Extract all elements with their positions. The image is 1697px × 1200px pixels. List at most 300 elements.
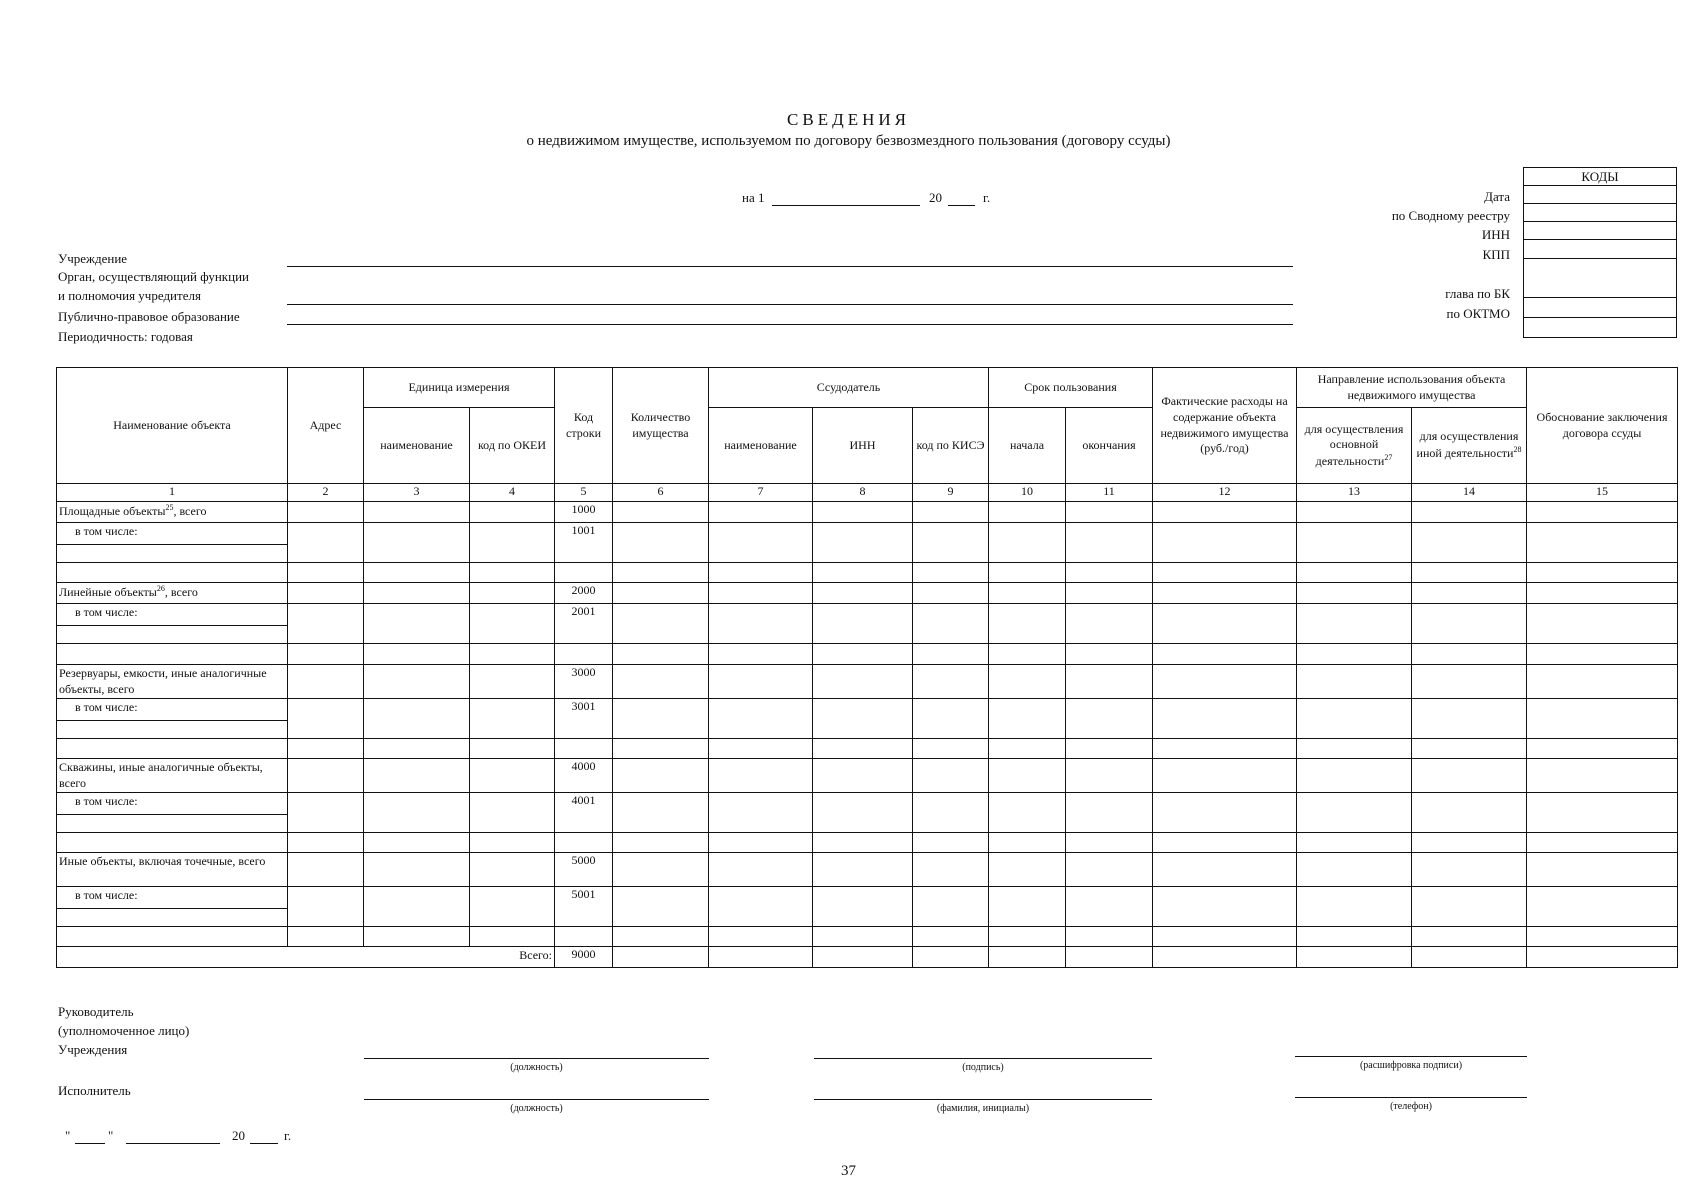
data-cell[interactable] <box>288 853 364 887</box>
data-cell[interactable] <box>57 927 288 947</box>
data-cell[interactable] <box>709 887 813 927</box>
data-cell[interactable] <box>813 927 913 947</box>
total-cell[interactable] <box>1527 947 1678 968</box>
data-cell[interactable] <box>989 604 1066 644</box>
data-cell[interactable] <box>613 793 709 833</box>
column-number: 10 <box>989 484 1066 502</box>
data-cell[interactable] <box>1412 502 1527 523</box>
data-cell[interactable] <box>989 644 1066 665</box>
data-cell[interactable] <box>709 604 813 644</box>
data-cell[interactable] <box>364 563 470 583</box>
data-cell[interactable] <box>1297 793 1412 833</box>
data-cell[interactable] <box>813 583 913 604</box>
column-number: 2 <box>288 484 364 502</box>
data-cell[interactable] <box>613 759 709 793</box>
data-cell[interactable] <box>470 563 555 583</box>
header-row-code: Код строки <box>555 368 613 484</box>
table-row <box>57 853 1678 887</box>
data-cell[interactable] <box>57 721 288 739</box>
data-cell[interactable] <box>913 833 989 853</box>
data-cell[interactable] <box>470 739 555 759</box>
table-row <box>57 699 1678 721</box>
data-cell[interactable] <box>1412 583 1527 604</box>
total-cell[interactable] <box>989 947 1066 968</box>
data-cell[interactable] <box>57 739 288 759</box>
data-cell[interactable] <box>555 739 613 759</box>
column-number: 12 <box>1153 484 1297 502</box>
data-cell[interactable] <box>989 887 1066 927</box>
data-cell[interactable] <box>1297 523 1412 563</box>
data-cell[interactable] <box>613 563 709 583</box>
data-cell[interactable] <box>364 739 470 759</box>
data-cell[interactable] <box>288 583 364 604</box>
data-cell[interactable] <box>989 523 1066 563</box>
data-cell[interactable] <box>1153 759 1297 793</box>
sub-label: в том числе: <box>57 699 288 721</box>
head-decoding-field[interactable] <box>1295 1056 1527 1057</box>
data-cell[interactable] <box>1153 604 1297 644</box>
data-cell[interactable] <box>1153 927 1297 947</box>
section-label <box>57 502 288 523</box>
data-cell[interactable] <box>1527 523 1678 563</box>
data-cell[interactable] <box>1153 502 1297 523</box>
code-kpp-cell[interactable] <box>1524 240 1677 259</box>
data-cell[interactable] <box>1297 833 1412 853</box>
data-cell[interactable] <box>813 604 913 644</box>
data-cell[interactable] <box>613 665 709 699</box>
data-cell[interactable] <box>913 644 989 665</box>
data-cell[interactable] <box>1527 583 1678 604</box>
data-cell[interactable] <box>1297 583 1412 604</box>
data-cell[interactable] <box>613 502 709 523</box>
data-cell[interactable] <box>288 833 364 853</box>
data-cell[interactable] <box>1153 853 1297 887</box>
data-cell[interactable] <box>813 739 913 759</box>
data-cell[interactable] <box>813 502 913 523</box>
data-cell[interactable] <box>555 833 613 853</box>
data-cell[interactable] <box>1412 833 1527 853</box>
row-code: 1001 <box>555 523 613 563</box>
data-cell[interactable] <box>470 699 555 739</box>
data-cell[interactable] <box>470 853 555 887</box>
data-cell[interactable] <box>288 665 364 699</box>
data-cell[interactable] <box>813 644 913 665</box>
header-lender-kise: код по КИСЭ <box>913 408 989 484</box>
data-cell[interactable] <box>1297 699 1412 739</box>
data-cell[interactable] <box>813 699 913 739</box>
data-cell[interactable] <box>913 699 989 739</box>
data-cell[interactable] <box>709 759 813 793</box>
data-cell[interactable] <box>813 523 913 563</box>
executor-fio-field[interactable] <box>814 1099 1152 1100</box>
data-cell[interactable] <box>1297 563 1412 583</box>
head-signature-field[interactable] <box>814 1058 1152 1059</box>
section-footnote: 25 <box>165 503 174 512</box>
data-cell[interactable] <box>1527 793 1678 833</box>
table-row <box>57 793 1678 815</box>
data-cell[interactable] <box>555 563 613 583</box>
footnote-27: 27 <box>1384 452 1393 462</box>
header-unit: Единица измерения <box>364 368 555 408</box>
total-cell[interactable] <box>709 947 813 968</box>
data-cell[interactable] <box>813 853 913 887</box>
section-label <box>57 665 288 699</box>
data-cell[interactable] <box>364 644 470 665</box>
total-code: 9000 <box>555 947 613 968</box>
data-cell[interactable] <box>709 502 813 523</box>
data-cell[interactable] <box>1066 833 1153 853</box>
data-cell[interactable] <box>57 815 288 833</box>
data-cell[interactable] <box>613 604 709 644</box>
data-cell[interactable] <box>364 604 470 644</box>
data-cell[interactable] <box>1527 604 1678 644</box>
data-cell[interactable] <box>613 853 709 887</box>
data-cell[interactable] <box>989 563 1066 583</box>
data-cell[interactable] <box>913 583 989 604</box>
data-cell[interactable] <box>1297 887 1412 927</box>
data-cell[interactable] <box>709 523 813 563</box>
data-cell[interactable] <box>1066 502 1153 523</box>
data-cell[interactable] <box>1527 563 1678 583</box>
data-cell[interactable] <box>1527 739 1678 759</box>
data-cell[interactable] <box>288 523 364 563</box>
public-entity-field[interactable] <box>287 324 1293 325</box>
data-cell[interactable] <box>364 665 470 699</box>
data-cell[interactable] <box>57 909 288 927</box>
data-cell[interactable] <box>1412 665 1527 699</box>
sign-day-field[interactable] <box>75 1143 105 1144</box>
data-cell[interactable] <box>989 502 1066 523</box>
data-cell[interactable] <box>709 563 813 583</box>
sign-month-field[interactable] <box>126 1143 220 1144</box>
date-field[interactable] <box>772 205 920 206</box>
data-cell[interactable] <box>288 604 364 644</box>
data-cell[interactable] <box>613 833 709 853</box>
data-cell[interactable] <box>913 759 989 793</box>
data-cell[interactable] <box>709 739 813 759</box>
sign-year-field[interactable] <box>250 1143 278 1144</box>
data-cell[interactable] <box>470 604 555 644</box>
data-cell[interactable] <box>989 699 1066 739</box>
executor-position-field[interactable] <box>364 1099 709 1100</box>
data-cell[interactable] <box>1153 644 1297 665</box>
header-direction-main-text: для осуществления основной деятельности <box>1304 421 1404 468</box>
data-cell[interactable] <box>1153 833 1297 853</box>
data-cell[interactable] <box>1297 604 1412 644</box>
data-cell[interactable] <box>57 545 288 563</box>
data-cell[interactable] <box>470 833 555 853</box>
data-cell[interactable] <box>364 887 470 927</box>
data-cell[interactable] <box>613 739 709 759</box>
data-cell[interactable] <box>288 759 364 793</box>
data-cell[interactable] <box>989 853 1066 887</box>
header-direction-other-text: для осуществления иной деятельности <box>1416 429 1519 460</box>
data-cell[interactable] <box>813 833 913 853</box>
date-quote-open: " <box>65 1128 71 1143</box>
code-date-cell[interactable] <box>1524 186 1677 204</box>
data-cell[interactable] <box>364 502 470 523</box>
data-cell[interactable] <box>709 853 813 887</box>
sub-label: в том числе: <box>57 523 288 545</box>
header-address: Адрес <box>288 368 364 484</box>
date-quote-close: " <box>108 1128 114 1143</box>
data-cell[interactable] <box>1153 583 1297 604</box>
row-code: 4000 <box>555 759 613 793</box>
data-cell[interactable] <box>364 793 470 833</box>
data-cell[interactable] <box>709 927 813 947</box>
data-cell[interactable] <box>709 699 813 739</box>
data-cell[interactable] <box>989 665 1066 699</box>
code-extra-cell[interactable] <box>1524 318 1677 338</box>
table-row <box>57 887 1678 909</box>
data-cell[interactable] <box>1297 502 1412 523</box>
data-cell[interactable] <box>913 927 989 947</box>
sub-label: в том числе: <box>57 793 288 815</box>
data-cell[interactable] <box>470 759 555 793</box>
table-row <box>57 502 1678 523</box>
data-cell[interactable] <box>1412 699 1527 739</box>
data-cell[interactable] <box>613 927 709 947</box>
data-cell[interactable] <box>913 563 989 583</box>
table-row <box>57 523 1678 545</box>
data-cell[interactable] <box>1066 759 1153 793</box>
data-cell[interactable] <box>989 739 1066 759</box>
head-position-field[interactable] <box>364 1058 709 1059</box>
data-cell[interactable] <box>913 604 989 644</box>
data-cell[interactable] <box>1153 665 1297 699</box>
data-cell[interactable] <box>989 833 1066 853</box>
data-cell[interactable] <box>1153 887 1297 927</box>
data-cell[interactable] <box>613 699 709 739</box>
data-cell[interactable] <box>470 644 555 665</box>
data-cell[interactable] <box>470 927 555 947</box>
data-cell[interactable] <box>913 665 989 699</box>
head-label-1: Руководитель <box>58 1004 134 1019</box>
data-cell[interactable] <box>1412 644 1527 665</box>
data-cell[interactable] <box>1527 759 1678 793</box>
data-cell[interactable] <box>813 759 913 793</box>
institution-field[interactable] <box>287 266 1293 267</box>
data-cell[interactable] <box>913 523 989 563</box>
data-cell[interactable] <box>470 523 555 563</box>
header-lender-inn: ИНН <box>813 408 913 484</box>
data-cell[interactable] <box>470 887 555 927</box>
data-cell[interactable] <box>1066 793 1153 833</box>
data-cell[interactable] <box>709 793 813 833</box>
data-cell[interactable] <box>364 699 470 739</box>
document-title: СВЕДЕНИЯ <box>787 110 910 129</box>
data-cell[interactable] <box>913 739 989 759</box>
data-cell[interactable] <box>57 644 288 665</box>
total-label: Всего: <box>57 947 555 968</box>
data-cell[interactable] <box>57 626 288 644</box>
data-cell[interactable] <box>913 502 989 523</box>
data-cell[interactable] <box>613 644 709 665</box>
data-cell[interactable] <box>1527 644 1678 665</box>
column-number: 14 <box>1412 484 1527 502</box>
data-cell[interactable] <box>989 759 1066 793</box>
data-cell[interactable] <box>1066 523 1153 563</box>
head-signature-caption: (подпись) <box>962 1062 1004 1073</box>
data-cell[interactable] <box>1066 665 1153 699</box>
code-bk-cell[interactable] <box>1524 259 1677 298</box>
code-inn-cell[interactable] <box>1524 222 1677 240</box>
data-cell[interactable] <box>1066 739 1153 759</box>
data-cell[interactable] <box>1412 927 1527 947</box>
data-cell[interactable] <box>1066 853 1153 887</box>
data-cell[interactable] <box>1066 644 1153 665</box>
column-number: 4 <box>470 484 555 502</box>
data-cell[interactable] <box>989 927 1066 947</box>
table-row <box>57 927 1678 947</box>
data-cell[interactable] <box>1412 739 1527 759</box>
data-cell[interactable] <box>470 583 555 604</box>
data-cell[interactable] <box>288 563 364 583</box>
data-cell[interactable] <box>1153 793 1297 833</box>
code-label-registry: по Сводному реестру <box>1391 208 1510 223</box>
data-cell[interactable] <box>288 699 364 739</box>
data-cell[interactable] <box>813 793 913 833</box>
data-cell[interactable] <box>288 739 364 759</box>
code-registry-cell[interactable] <box>1524 204 1677 222</box>
data-cell[interactable] <box>613 887 709 927</box>
data-cell[interactable] <box>709 644 813 665</box>
data-cell[interactable] <box>57 833 288 853</box>
data-cell[interactable] <box>1412 604 1527 644</box>
total-cell[interactable] <box>1297 947 1412 968</box>
data-cell[interactable] <box>913 793 989 833</box>
executor-phone-field[interactable] <box>1295 1097 1527 1098</box>
data-cell[interactable] <box>364 853 470 887</box>
periodicity-label: Периодичность: годовая <box>58 329 193 344</box>
document-subtitle: о недвижимом имуществе, используемом по договору безвозмездного пользования (договору ссуды) <box>526 133 1171 149</box>
data-cell[interactable] <box>288 927 364 947</box>
data-cell[interactable] <box>913 853 989 887</box>
data-cell[interactable] <box>989 583 1066 604</box>
data-cell[interactable] <box>470 502 555 523</box>
column-number: 13 <box>1297 484 1412 502</box>
section-footnote: 26 <box>156 584 165 593</box>
data-cell[interactable] <box>57 563 288 583</box>
row-code: 3001 <box>555 699 613 739</box>
data-cell[interactable] <box>288 644 364 665</box>
data-cell[interactable] <box>1412 523 1527 563</box>
data-cell[interactable] <box>1527 665 1678 699</box>
data-cell[interactable] <box>613 583 709 604</box>
section-label <box>57 583 288 604</box>
column-number: 11 <box>1066 484 1153 502</box>
data-cell[interactable] <box>1527 699 1678 739</box>
data-cell[interactable] <box>1412 759 1527 793</box>
data-cell[interactable] <box>1527 833 1678 853</box>
data-cell[interactable] <box>1153 523 1297 563</box>
data-cell[interactable] <box>470 793 555 833</box>
section-label <box>57 759 288 793</box>
data-cell[interactable] <box>813 665 913 699</box>
data-cell[interactable] <box>989 793 1066 833</box>
data-cell[interactable] <box>1412 563 1527 583</box>
data-cell[interactable] <box>913 887 989 927</box>
code-label-kpp: КПП <box>1482 247 1510 262</box>
column-number: 1 <box>57 484 288 502</box>
data-cell[interactable] <box>1527 502 1678 523</box>
total-cell[interactable] <box>613 947 709 968</box>
data-cell[interactable] <box>1297 927 1412 947</box>
data-cell[interactable] <box>364 927 470 947</box>
data-cell[interactable] <box>1297 739 1412 759</box>
data-cell[interactable] <box>1066 583 1153 604</box>
data-cell[interactable] <box>1066 887 1153 927</box>
data-cell[interactable] <box>1297 853 1412 887</box>
data-cell[interactable] <box>1153 739 1297 759</box>
header-lender: Ссудодатель <box>709 368 989 408</box>
header-unit-code: код по ОКЕИ <box>470 408 555 484</box>
data-cell[interactable] <box>709 583 813 604</box>
data-cell[interactable] <box>364 759 470 793</box>
header-direction-other <box>1412 408 1527 484</box>
data-cell[interactable] <box>1153 699 1297 739</box>
data-cell[interactable] <box>813 887 913 927</box>
data-cell[interactable] <box>1066 604 1153 644</box>
table-row <box>57 833 1678 853</box>
sign-year-suffix: г. <box>284 1128 292 1143</box>
data-cell[interactable] <box>288 502 364 523</box>
data-cell[interactable] <box>1066 927 1153 947</box>
total-cell[interactable] <box>1412 947 1527 968</box>
total-cell[interactable] <box>1153 947 1297 968</box>
institution-label: Учреждение <box>58 251 128 266</box>
data-cell[interactable] <box>1066 699 1153 739</box>
data-cell[interactable] <box>1412 793 1527 833</box>
data-cell[interactable] <box>364 833 470 853</box>
total-cell[interactable] <box>1066 947 1153 968</box>
data-cell[interactable] <box>288 887 364 927</box>
founder-field[interactable] <box>287 304 1293 305</box>
column-number: 15 <box>1527 484 1678 502</box>
data-cell[interactable] <box>555 927 613 947</box>
total-cell[interactable] <box>813 947 913 968</box>
executor-phone-caption: (телефон) <box>1390 1101 1432 1112</box>
head-label-3: Учреждения <box>58 1042 128 1057</box>
data-cell[interactable] <box>364 523 470 563</box>
data-cell[interactable] <box>470 665 555 699</box>
date-year-field[interactable] <box>948 205 975 206</box>
data-cell[interactable] <box>709 833 813 853</box>
data-cell[interactable] <box>1297 665 1412 699</box>
data-cell[interactable] <box>1527 887 1678 927</box>
total-cell[interactable] <box>913 947 989 968</box>
data-cell[interactable] <box>1297 644 1412 665</box>
data-cell[interactable] <box>709 665 813 699</box>
data-cell[interactable] <box>1153 563 1297 583</box>
code-oktmo-cell[interactable] <box>1524 298 1677 318</box>
section-label-text: Площадные объекты <box>59 504 166 518</box>
data-cell[interactable] <box>1297 759 1412 793</box>
data-cell[interactable] <box>613 523 709 563</box>
data-cell[interactable] <box>813 563 913 583</box>
data-cell[interactable] <box>1412 887 1527 927</box>
data-cell[interactable] <box>1527 853 1678 887</box>
data-cell[interactable] <box>1412 853 1527 887</box>
table-row <box>57 759 1678 793</box>
executor-label: Исполнитель <box>58 1083 131 1098</box>
data-cell[interactable] <box>1066 563 1153 583</box>
header-term-start: начала <box>989 408 1066 484</box>
data-cell[interactable] <box>364 583 470 604</box>
data-cell[interactable] <box>288 793 364 833</box>
data-cell[interactable] <box>1527 927 1678 947</box>
data-cell[interactable] <box>555 644 613 665</box>
